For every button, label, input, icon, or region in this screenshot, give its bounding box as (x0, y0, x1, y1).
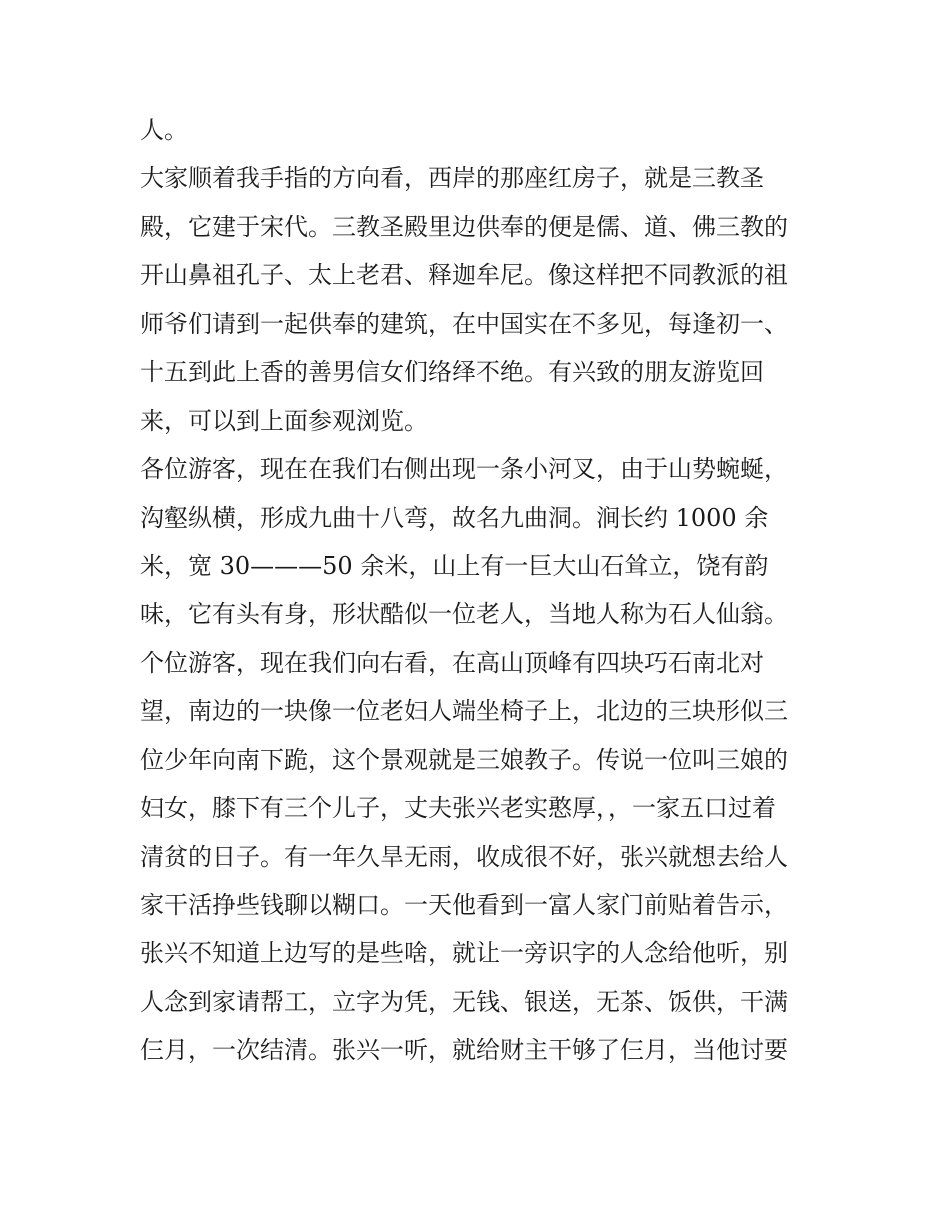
text-line-4: 开山鼻祖孔子、太上老君、释迦牟尼。像这样把不同教派的祖 (140, 261, 788, 290)
text-line-12: 个位游客，现在我们向右看，在高山顶峰有四块巧石南北对 (140, 648, 764, 677)
text-line-13: 望，南边的一块像一位老妇人端坐椅子上，北边的三块形似三 (140, 697, 788, 726)
text-line-20: 仨月，一次结清。张兴一听，就给财主干够了仨月，当他讨要 (140, 1036, 788, 1065)
text-line-9: 沟壑纵横，形成九曲十八弯，故名九曲洞。涧长约 1000 余 (140, 503, 769, 532)
text-line-17: 家干活挣些钱聊以糊口。一天他看到一富人家门前贴着告示， (140, 891, 788, 919)
text-line-10: 米，宽 30———50 余米，山上有一巨大山石耸立，饶有韵 (140, 551, 769, 580)
text-line-19: 人念到家请帮工，立字为凭，无钱、银送，无茶、饭供，干满 (140, 987, 788, 1016)
text-line-1: 人。 (140, 116, 188, 144)
document-body (140, 106, 820, 1075)
text-line-3: 殿，它建于宋代。三教圣殿里边供奉的便是儒、道、佛三教的 (140, 212, 788, 241)
text-line-16: 清贫的日子。有一年久旱无雨，收成很不好，张兴就想去给人 (140, 842, 788, 871)
text-line-8: 各位游客，现在在我们右侧出现一条小河叉，由于山势蜿蜒， (140, 455, 788, 484)
text-line-11: 味，它有头有身，形状酷似一位老人，当地人称为石人仙翁。 (140, 600, 788, 629)
text-line-7: 来，可以到上面参观浏览。 (140, 406, 428, 435)
text-line-5: 师爷们请到一起供奉的建筑，在中国实在不多见，每逢初一、 (140, 309, 788, 338)
text-line-14: 位少年向南下跪，这个景观就是三娘教子。传说一位叫三娘的 (140, 745, 788, 774)
text-line-6: 十五到此上香的善男信女们络绎不绝。有兴致的朋友游览回 (140, 358, 764, 387)
text-line-18: 张兴不知道上边写的是些啥，就让一旁识字的人念给他听，别 (140, 939, 788, 968)
text-line-15: 妇女，膝下有三个儿子，丈夫张兴老实憨厚，，一家五口过着 (140, 794, 776, 823)
text-line-2: 大家顺着我手指的方向看，西岸的那座红房子，就是三教圣 (140, 164, 764, 193)
